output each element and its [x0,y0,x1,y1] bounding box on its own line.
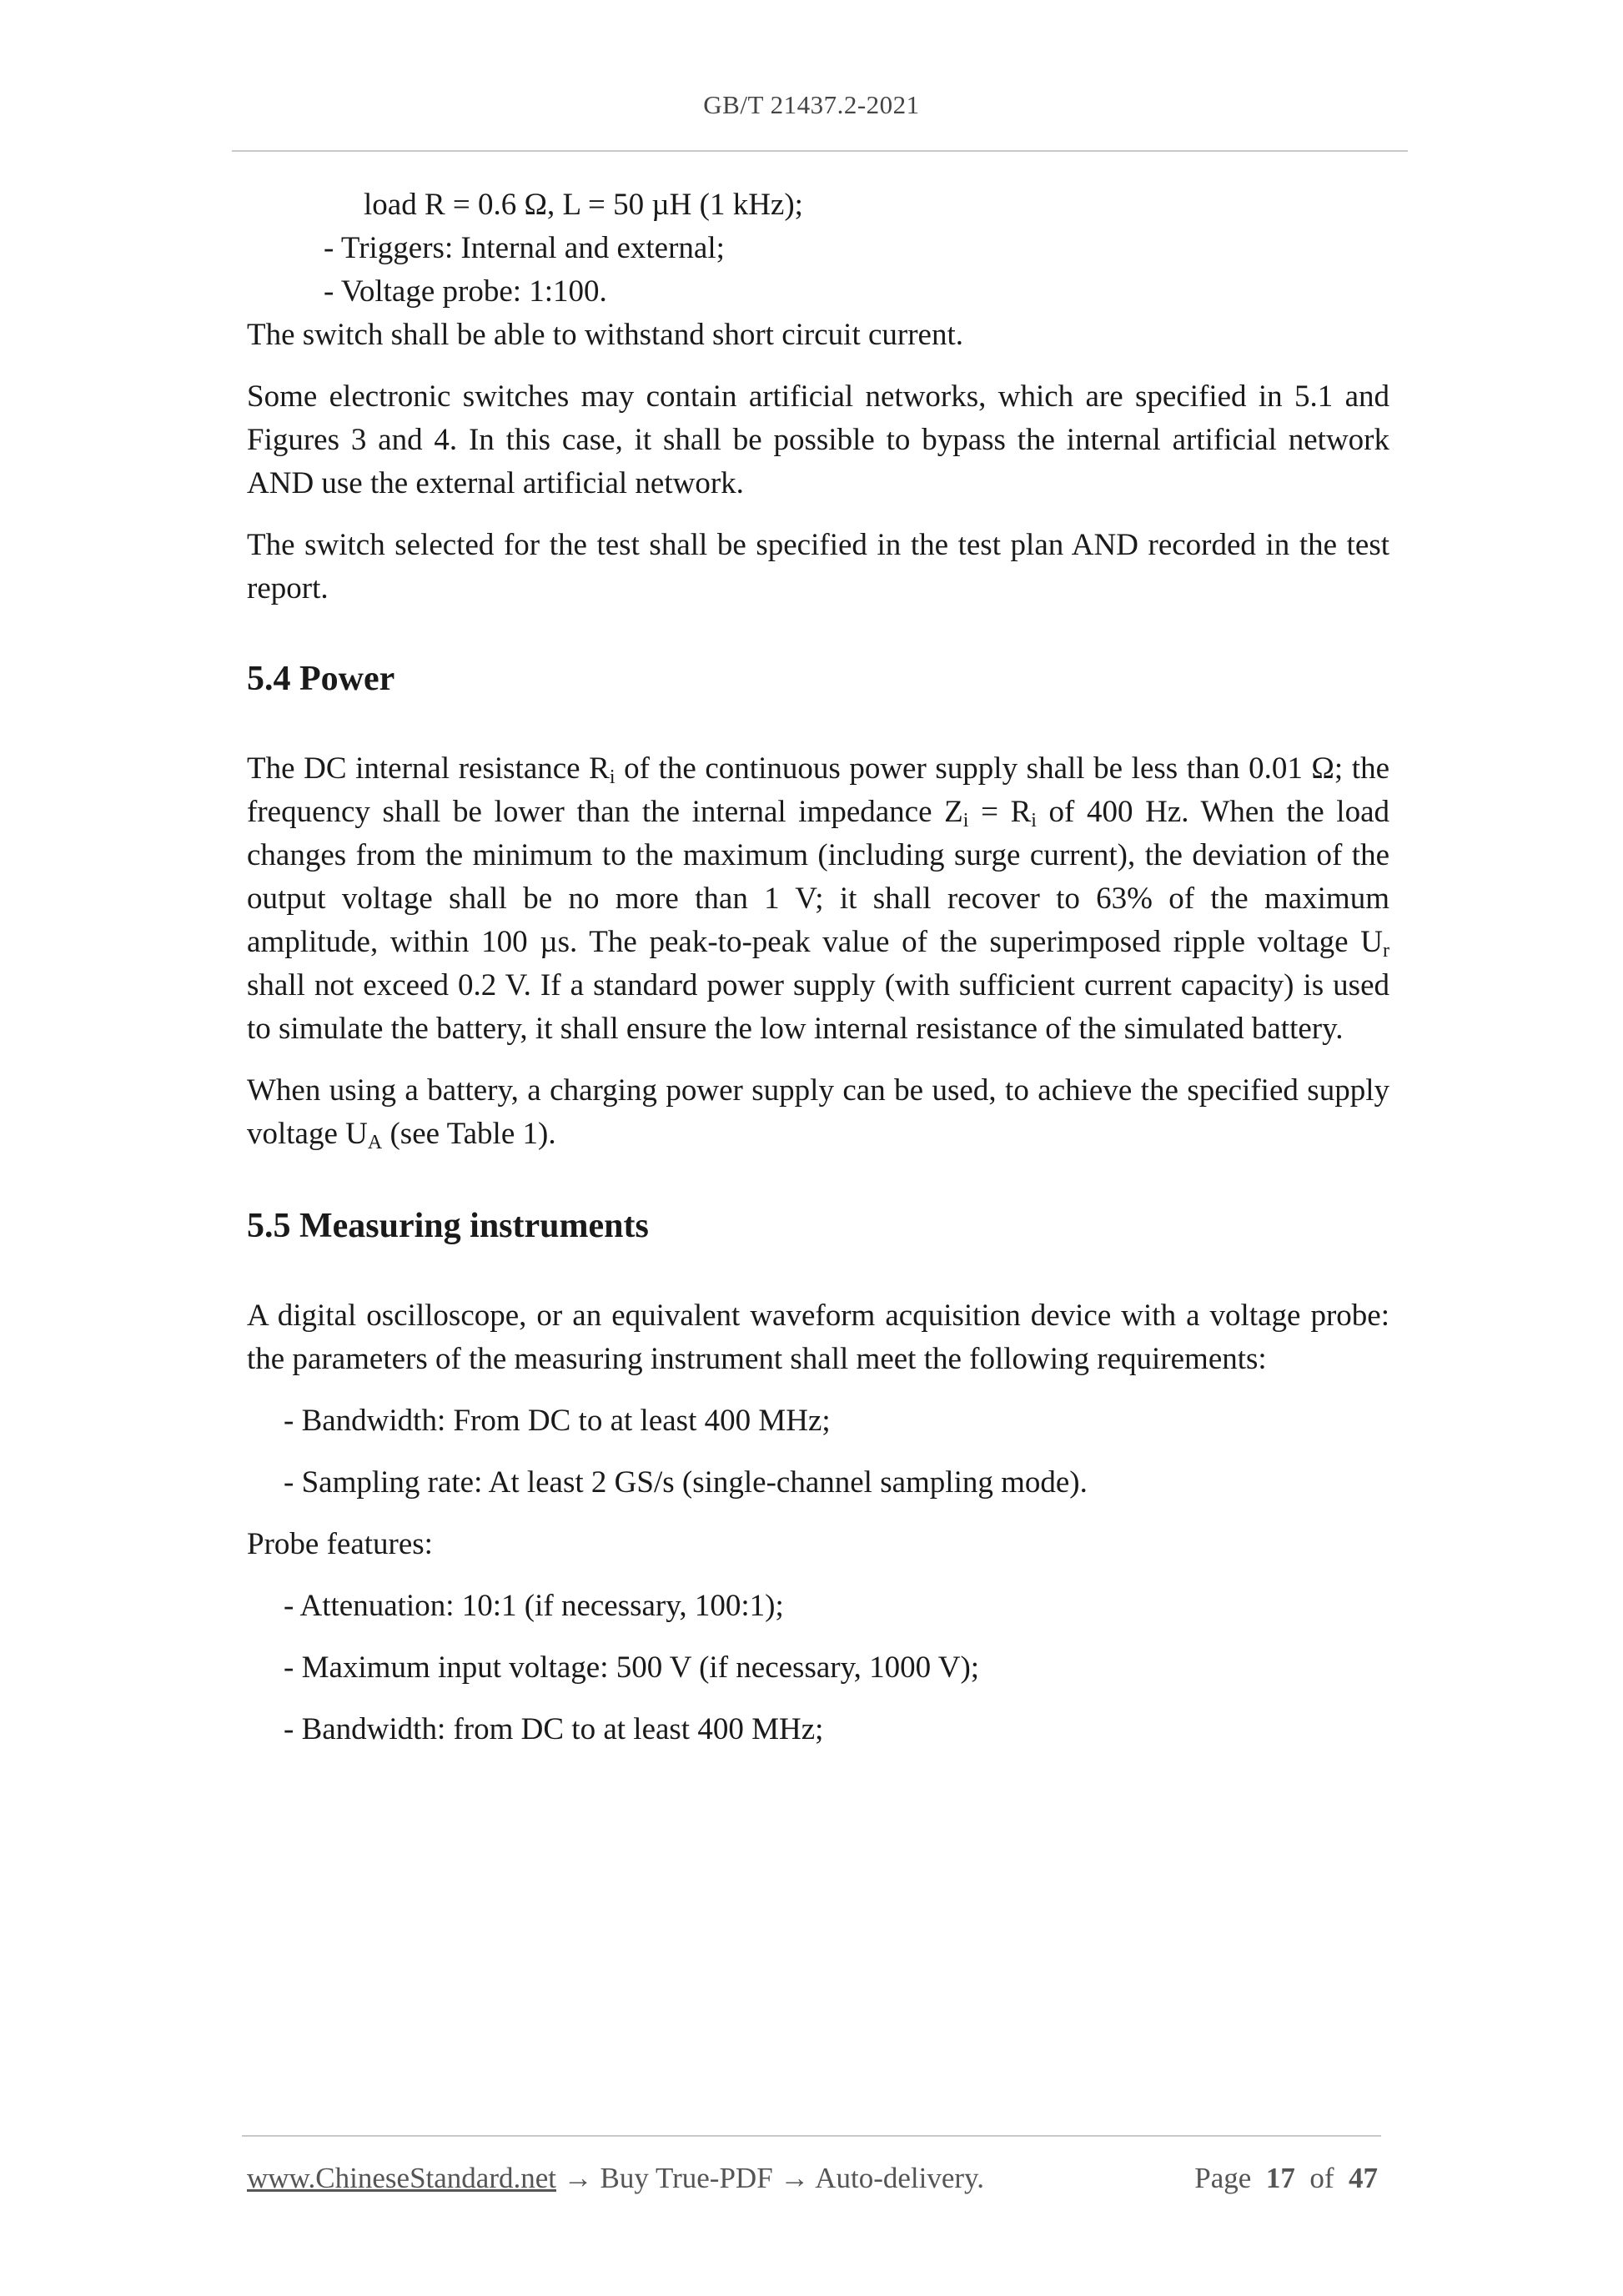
probe-features-label: Probe features: [247,1527,433,1561]
artificial-network-paragraph: Some electronic switches may contain artificial networks, which are specified in 5.1 and Figures 3 and 4. In this case, it shall be possible to bypass the internal artificial network AND use the external artificial network. [247,379,1389,500]
footer-left [247,2162,984,2195]
page-total: 47 [1349,2162,1378,2194]
header-doc-id: GB/T 21437.2-2021 [703,90,920,119]
short-circuit-paragraph: The switch shall be able to withstand short circuit current. [247,318,963,352]
voltage-probe-item: - Voltage probe: 1:100. [324,274,607,309]
battery-paragraph: When using a battery, a charging power supply can be used, to achieve the specified supply voltage $U_A$ (see Table 1). [247,1073,1389,1153]
header-divider [232,150,1408,152]
footer-site-link[interactable]: www.ChineseStandard.net [247,2162,556,2194]
bandwidth-item: - Bandwidth: From DC to at least 400 MHz; [284,1404,831,1438]
oscilloscope-paragraph: A digital oscilloscope, or an equivalent waveform acquisition device with a voltage probe: the parameters of the measuring instrument shall meet the following requirements: [247,1299,1389,1376]
attenuation-item: - Attenuation: 10:1 (if necessary, 100:1); [284,1589,784,1623]
switch-selected-paragraph: The switch selected for the test shall be specified in the test plan AND recorded in the test report. [247,528,1389,605]
probe-bandwidth-item: - Bandwidth: from DC to at least 400 MHz; [284,1712,824,1746]
page-content [247,183,1389,1751]
page-indicator: Page 17 of 47 [1194,2162,1378,2194]
page-number: 17 [1265,2162,1295,2194]
load-line: load R = 0.6 Ω, L = 50 µH (1 kHz); [364,188,803,222]
sampling-item: - Sampling rate: At least 2 GS/s (single-channel sampling mode). [284,1465,1088,1500]
power-paragraph: The DC internal resistance $R_i$ of the continuous power supply shall be less than 0.01 Ω; the frequency shall be lower than the internal impedance $Z_i = R_i$ of 400 Hz. When the load changes from the minimum to the maximum (including surge current), the deviation of the output voltage shall be no more than 1 V; it shall recover to 63% of the maximum amplitude, within 100 µs. The peak-to-peak value of the superimposed ripple voltage $U_r$ shall not exceed 0.2 V. If a standard power supply (with sufficient current capacity) is used to simulate the battery, it shall ensure the low internal resistance of the simulated battery. [247,751,1390,1046]
triggers-item: - Triggers: Internal and external; [324,231,725,265]
section-heading-power: 5.4 Power [247,660,395,698]
footer-tagline: → Buy True-PDF → Auto-delivery. [556,2162,985,2194]
max-input-item: - Maximum input voltage: 500 V (if necessary, 1000 V); [284,1650,980,1685]
footer-divider [242,2135,1381,2137]
section-heading-measuring: 5.5 Measuring instruments [247,1207,649,1245]
